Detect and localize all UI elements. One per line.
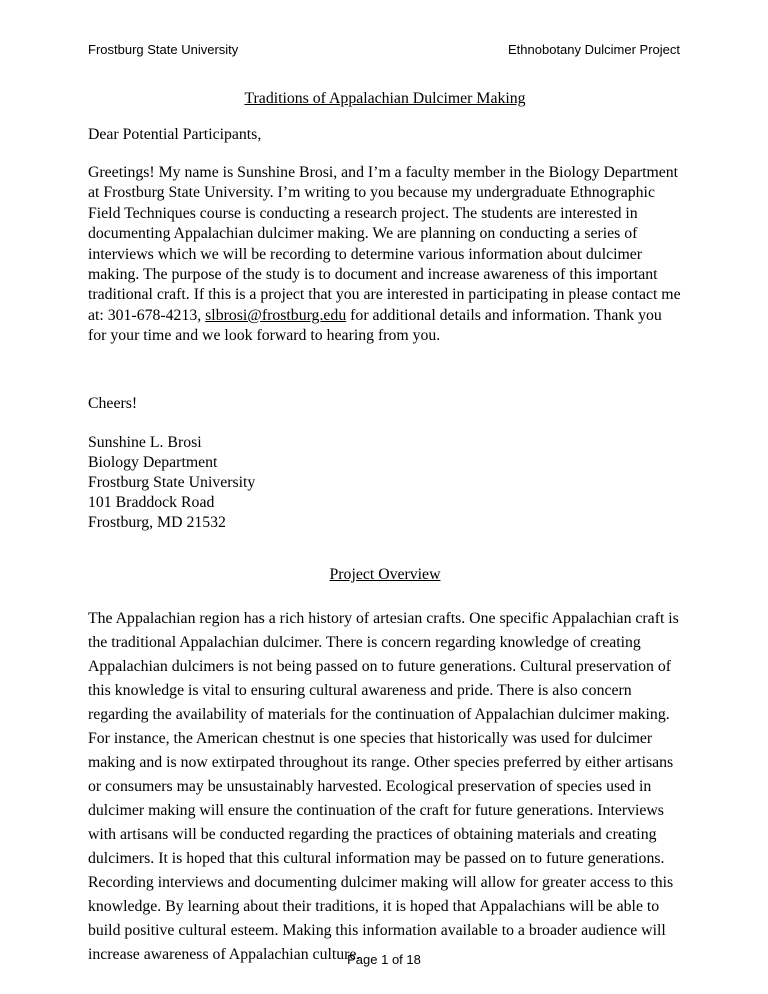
signature-street: 101 Braddock Road: [88, 494, 215, 511]
overview-paragraph: The Appalachian region has a rich history of artesian crafts. One specific Appalachian craft is the traditional Appalachian dulcimer. There is concern regarding knowledge of creating Appalachian dulcimers is not being passed on to future generations. Cultural preservation of this knowledge is vital to ensuring cultural awareness and pride. There is also concern regarding the availability of materials for the continuation of Appalachian dulcimer making. For instance, the American chestnut is one species that historically was used for dulcimer making and is now extirpated throughout its range. Other species preferred by either artisans or consumers may be unsustainably harvested. Ecological preservation of species used in dulcimer making will ensure the continuation of the craft for future generations. Interviews with artisans will be conducted regarding the practices of obtaining materials and creating dulcimers. It is hoped that this cultural information may be passed on to future generations. Recording interviews and documenting dulcimer making will allow for greater access to this knowledge. By learning about their traditions, it is hoped that Appalachians will be able to build positive cultural esteem. Making this information available to a broader audience will increase awareness of Appalachian culture.: [88, 610, 679, 963]
header-left: Frostburg State University: [88, 42, 239, 57]
letter-title: Traditions of Appalachian Dulcimer Making: [244, 90, 526, 107]
letter-body-text-2: for additional details and information. Thank you for your time and we look forward to hearing from you.: [88, 306, 662, 345]
salutation: Dear Potential Participants,: [88, 126, 262, 143]
letter-paragraph: [88, 163, 682, 347]
closing: Cheers!: [88, 395, 138, 412]
signature-block: [88, 433, 682, 533]
page-number: Page 1 of 18: [347, 952, 421, 967]
letter-body-text-1: Greetings! My name is Sunshine Brosi, and I’m a faculty member in the Biology Department at Frostburg State University. I’m writing to you because my undergraduate Ethnographic Field Techniques course is conducting a research project. The students are interested in documenting Appalachian dulcimer making. We are planning on conducting a series of interviews which we will be recording to determine various information about dulcimer making. The purpose of the study is to document and increase awareness of this important traditional craft. If this is a project that you are interested in participating in please contact me at: 301-678-4213,: [88, 164, 681, 324]
header-right: Ethnobotany Dulcimer Project: [508, 42, 680, 57]
signature-dept: Biology Department: [88, 454, 218, 471]
letter-body: [88, 163, 682, 347]
overview-title: Project Overview: [329, 566, 441, 583]
signature-name: Sunshine L. Brosi: [88, 434, 202, 451]
signature-institution: Frostburg State University: [88, 474, 256, 491]
overview-body: [88, 607, 682, 967]
signature-city: Frostburg, MD 21532: [88, 514, 226, 531]
email-link[interactable]: slbrosi@frostburg.edu: [205, 306, 347, 324]
